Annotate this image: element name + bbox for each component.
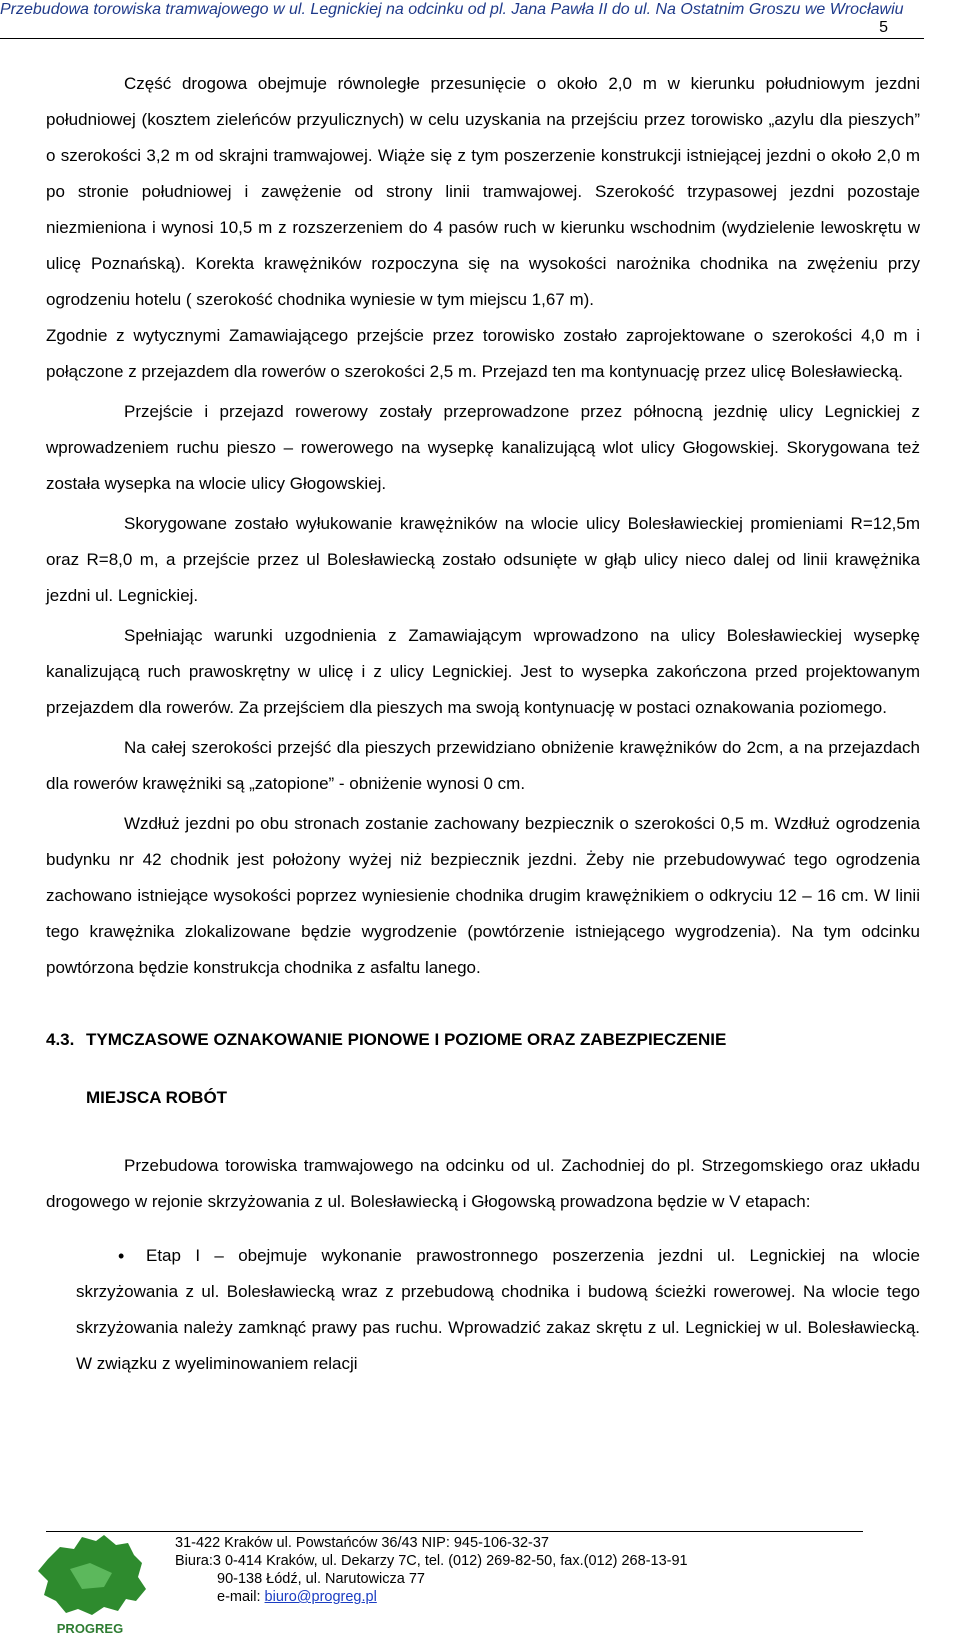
paragraph: Na całej szerokości przejść dla pieszych przewidziano obniżenie krawężników do 2cm, a na przejazdach dla rowerów krawężniki są „zatopione” - obniżenie wynosi 0 cm. [46,738,920,793]
paragraph: Przejście i przejazd rowerowy zostały przeprowadzone przez północną jezdnię ulicy Legnickiej z wprowadzeniem ruchu pieszo – rowerowego na wysepkę kanalizującą wlot ulicy Głogowskiej. Skorygowana też została wysepka na wlocie ulicy Głogowskiej. [46,402,920,493]
footer-contact [175,1534,775,1606]
logo-label: PROGREG [56,1621,124,1636]
section-heading [46,1028,920,1110]
section-paragraph: Przebudowa torowiska tramwajowego na odcinku od ul. Zachodniej do pl. Strzegomskiego oraz układu drogowego w rejonie skrzyżowania z ul. Bolesławiecką i Głogowską prowadzona będzie w V etapach: [46,1156,920,1211]
document-body [46,66,920,1382]
paragraph: Część drogowa obejmuje równoległe przesunięcie o około 2,0 m w kierunku południowym jezdni południowej (kosztem zieleńców przyulicznych) w celu uzyskania na przejściu przez torowisko „azylu dla pieszych” o szerokości 3,2 m od skrajni tramwajowej. Wiąże się z tym poszerzenie konstrukcji istniejącej jezdni o około 2,0 m po stronie południowej i zawężenie od strony linii tramwajowej. Szerokość trzypasowej jezdni pozostaje niezmieniona i wynosi 10,5 m z rozszerzeniem do 4 pasów ruch w kierunku wschodnim (wydzielenie lewoskrętu w ulicę Poznańską). Korekta krawężników rozpoczyna się na wysokości narożnika chodnika na zwężeniu przy ogrodzeniu hotelu ( szerokość chodnika wyniesie w tym miejscu 1,67 m). [46,74,920,309]
footer-lodz-line: 90-138 Łódź, ul. Narutowicza 77 [217,1571,425,1587]
paragraph: Zgodnie z wytycznymi Zamawiającego przejście przez torowisko zostało zaprojektowane o szerokości 4,0 m i połączone z przejazdem dla rowerów o szerokości 2,5 m. Przejazd ten ma kontynuację przez ulicę Bolesławiecką. [46,326,920,381]
section-number: 4.3. [46,1030,75,1049]
page-header [0,0,924,39]
footer-divider [46,1531,863,1532]
progreg-logo [30,1529,156,1639]
email-label: e-mail: [217,1589,265,1605]
list-item-text: Etap I – obejmuje wykonanie prawostronnego poszerzenia jezdni ul. Legnickiej na wlocie skrzyżowania z ul. Bolesławiecką wraz z przebudową chodnika i budową ścieżki rowerowej. Na wlocie tego skrzyżowania należy zamknąć prawy pas ruchu. Wprowadzić zakaz skrętu z ul. Legnickiej w ul. Bolesławiecką. W związku z wyeliminowaniem relacji [76,1246,920,1373]
footer-email-line [175,1588,775,1606]
page-number: 5 [879,19,888,36]
paragraph: Skorygowane zostało wyłukowanie krawężników na wlocie ulicy Bolesławieckiej promieniami R=12,5m oraz R=8,0 m, a przejście przez ul Bolesławiecką zostało odsunięte w głąb ulicy nieco dalej od linii krawężnika jezdni ul. Legnickiej. [46,514,920,605]
paragraph: Wzdłuż jezdni po obu stronach zostanie zachowany bezpiecznik o szerokości 0,5 m. Wzdłuż ogrodzenia budynku nr 42 chodnik jest położony wyżej niż bezpiecznik jezdni. Żeby nie przebudowywać tego ogrodzenia zachowano istniejące wysokości poprzez wyniesienie chodnika drugim krawężnikiem o odkryciu 12 – 16 cm. W linii tego krawężnika zlokalizowane będzie wygrodzenie (powtórzenie istniejącego wygrodzenia). Na tym odcinku powtórzona będzie konstrukcja chodnika z asfaltu lanego. [46,814,920,977]
section-title-line2: MIEJSCA ROBÓT [86,1088,228,1107]
paragraph: Spełniając warunki uzgodnienia z Zamawiającym wprowadzono na ulicy Bolesławieckiej wysepkę kanalizującą ruch prawoskrętny w ulicę i z ulicy Legnickiej. Jest to wysepka zakończona przed projektowanym przejazdem dla rowerów. Za przejściem dla pieszych ma swoją kontynuację w postaci oznakowania poziomego. [46,626,920,717]
footer-office-line: Biura:3 0-414 Kraków, ul. Dekarzy 7C, tel. (012) 269-82-50, fax.(012) 268-13-91 [175,1553,688,1569]
section-title-line1: TYMCZASOWE OZNAKOWANIE PIONOWE I POZIOME ORAZ ZABEZPIECZENIE [86,1030,727,1049]
bullet-icon: • [118,1246,125,1266]
list-item [46,1238,920,1382]
document-title: Przebudowa torowiska tramwajowego w ul. Legnickiej na odcinku od pl. Jana Pawła II do ul. Na Ostatnim Groszu we Wrocławiu [0,1,904,18]
email-link[interactable]: biuro@progreg.pl [264,1589,377,1605]
footer-address-line: 31-422 Kraków ul. Powstańców 36/43 NIP: 945-106-32-37 [175,1535,549,1551]
